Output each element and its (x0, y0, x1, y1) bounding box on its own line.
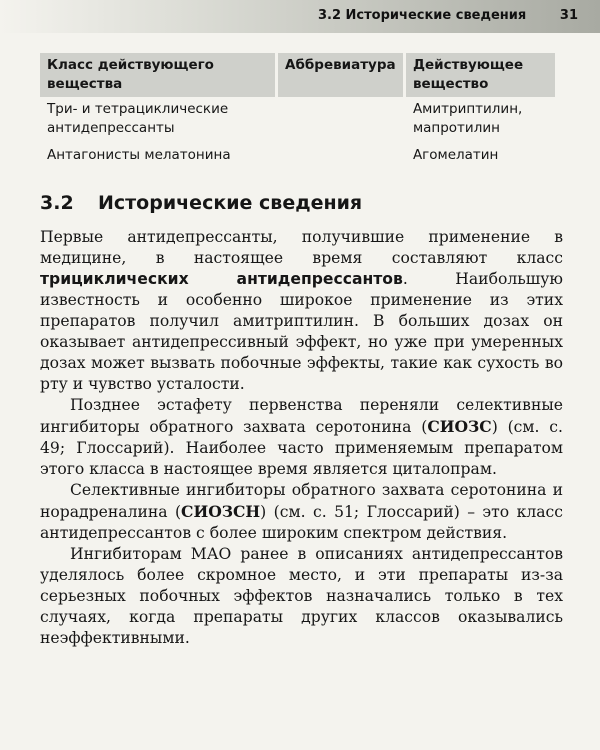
term-snri: СИОЗСН (181, 502, 261, 521)
paragraph (40, 227, 563, 395)
paragraph-text: . Наибольшую известность и особенно широкое применение из этих препаратов получил амитриптилин. В больших дозах он оказывает антидепрессивный эффект, но уже при умеренных дозах может вызвать побочные эффекты, такие как сухость во рту и чувство усталости. (40, 270, 563, 393)
cell-class: Три- и тетрациклические антидепрессанты (47, 101, 229, 136)
body-text (40, 227, 563, 649)
paragraph-text: ) (см. с. 49; Глоссарий). Наиболее часто применяемым препаратом этого класса в настоящее время является циталопрам. (40, 418, 563, 478)
table-row (40, 97, 555, 139)
column-header-substance: Действующее вещество (406, 53, 555, 97)
column-header-abbreviation: Аббревиатура (278, 53, 403, 97)
table-header-row (40, 53, 555, 97)
section-heading (40, 192, 362, 214)
running-header (0, 0, 600, 33)
substance-table (40, 53, 555, 166)
term-tricyclic: трициклических антидепрессантов (40, 270, 403, 288)
cell-substance: Амитриптилин, мапротилин (412, 101, 523, 136)
cell-substance: Агомелатин (412, 147, 499, 163)
cell-abbreviation (278, 99, 403, 139)
paragraph (40, 480, 563, 544)
cell-class: Антагонисты мелатонина (47, 147, 231, 163)
paragraph (40, 395, 563, 480)
section-title: Исторические сведения (98, 192, 363, 214)
paragraph-text: Селективные ингибиторы обратного захвата серотонина и норадреналина ( (40, 481, 563, 521)
paragraph-text: Позднее эстафету первенства переняли селективные ингибиторы обратного захвата серотонина ( (40, 396, 563, 436)
page-number: 31 (559, 8, 578, 23)
running-header-title: 3.2 Исторические сведения (318, 8, 527, 23)
paragraph-text: Первые антидепрессанты, получившие применение в медицине, в настоящее время составляют класс (40, 228, 563, 267)
cell-abbreviation (278, 145, 403, 166)
table-row (40, 143, 555, 166)
paragraph-text: ) (см. с. 51; Глоссарий) – это класс антидепрессантов с более широким спектром действия. (40, 503, 563, 542)
term-ssri: СИОЗС (427, 417, 492, 436)
paragraph (40, 544, 563, 649)
section-number: 3.2 (40, 192, 74, 214)
column-header-class: Класс действующего вещества (40, 53, 275, 97)
paragraph-text: Ингибиторам МАО ранее в описаниях антидепрессантов уделялось более скромное место, и эти препараты из-за серьезных побочных эффектов назначались только в тех случаях, когда препараты других классов оказывались неэффективными. (40, 545, 563, 647)
